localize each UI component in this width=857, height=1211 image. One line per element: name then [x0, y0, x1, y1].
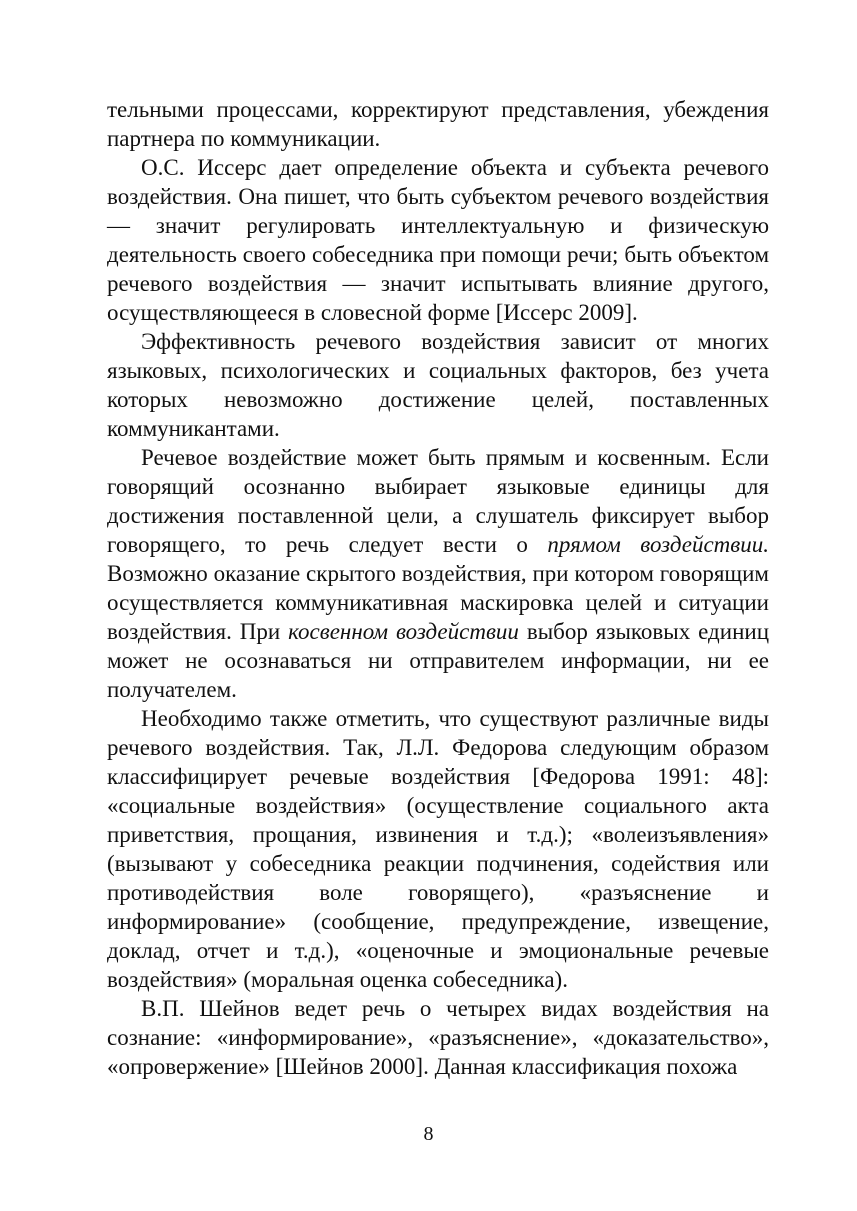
paragraph-continuation: тельными процессами, корректируют представления, убеждения партнера по коммуникации.: [107, 97, 769, 151]
paragraph-effectiveness: Эффективность речевого воздействия зависит от многих языковых, психологических и социальных факторов, без учета которых невозможно достижение целей, поставленных коммуникантами.: [107, 329, 769, 441]
body-text: [107, 95, 769, 1081]
paragraph-direct-indirect: [107, 443, 769, 704]
paragraph-text-segment: Возможно оказание скрытого воздействия, при котором говорящим осуществляется коммуникативная маскировка целей и ситуации воздействия. При: [107, 561, 769, 644]
page-number: 8: [423, 1123, 434, 1145]
italic-term-indirect: косвенном воздействии: [288, 619, 519, 644]
paragraph-sheinov: В.П. Шейнов ведет речь о четырех видах воздействия на сознание: «информирование», «разъяснение», «доказательство», «опровержение» [Шейнов 2000]. Данная классификация похожа: [107, 996, 769, 1079]
paragraph-fedorova-classification: Необходимо также отметить, что существуют различные виды речевого воздействия. Так, Л.Л. Федорова следующим образом классифицирует речевые воздействия [Федорова 1991: 48]: «социальные воздействия» (осуществление социального акта приветствия, прощания, извинения и т.д.); «волеизъявления» (вызывают у собеседника реакции подчинения, содействия или противодействия воле говорящего), «разъяснение и информирование» (сообщение, предупреждение, извещение, доклад, отчет и т.д.), «оценочные и эмоциональные речевые воздействия» (моральная оценка собеседника).: [107, 706, 769, 992]
italic-term-direct: прямом воздействии.: [547, 532, 770, 557]
paragraph-text-segment: Речевое воздействие может быть прямым и косвенным. Если говорящий осознанно выбирает языковые единицы для достижения поставленной цели, а слушатель фиксирует выбор говорящего, то речь следует вести о: [107, 445, 769, 557]
paragraph-text-segment: выбор языковых единиц может не осознаваться ни отправителем информации, ни ее получателем.: [107, 619, 769, 702]
paragraph-issers-definition: О.С. Иссерс дает определение объекта и субъекта речевого воздействия. Она пишет, что быть субъектом речевого воздействия — значит регулировать интеллектуальную и физическую деятельность своего собеседника при помощи речи; быть объектом речевого воздействия — значит испытывать влияние другого, осуществляющееся в словесной форме [Иссерс 2009].: [107, 155, 769, 325]
